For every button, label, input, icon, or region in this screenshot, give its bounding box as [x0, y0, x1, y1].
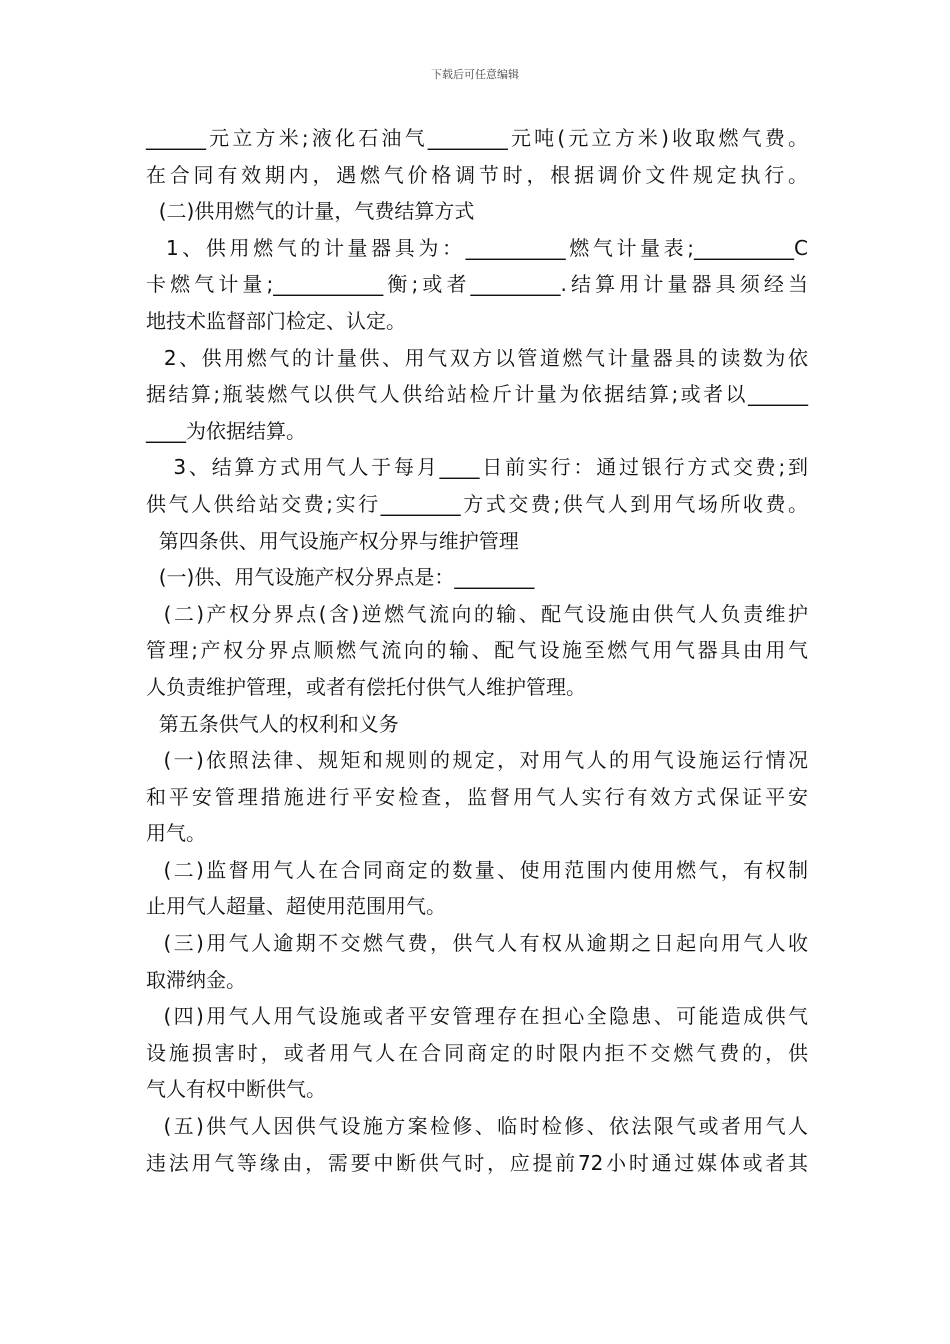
- text-line-16: 人负责维护管理，或者有偿托付供气人维护管理。: [146, 674, 586, 699]
- text-line-25: (四)用气人用气设施或者平安管理存在担心全隐患、可能造成供气: [146, 1004, 808, 1029]
- text-line-4: 1、供用燃气的计量器具为：__________燃气计量表;__________C: [146, 235, 808, 260]
- document-body: [146, 120, 808, 1181]
- text-line-8: 据结算;瓶装燃气以供气人供给站检斤计量为依据结算;或者以______: [146, 382, 808, 407]
- text-line-10: 3、结算方式用气人于每月____日前实行：通过银行方式交费;到: [146, 455, 808, 480]
- text-line-22: 止用气人超量、超使用范围用气。: [146, 894, 446, 919]
- page-header: 下载后可任意编辑: [431, 68, 519, 81]
- section-heading-metering: (二)供用燃气的计量，气费结算方式: [146, 199, 475, 224]
- text-line-18: (一)依照法律、规矩和规则的规定，对用气人的用气设施运行情况: [146, 748, 808, 773]
- text-line-20: 用气。: [146, 821, 206, 846]
- text-line-9: ____为依据结算。: [146, 418, 306, 443]
- article-5-heading: 第五条供气人的权利和义务: [146, 711, 399, 736]
- text-line-14: (二)产权分界点(含)逆燃气流向的输、配气设施由供气人负责维护: [146, 601, 808, 626]
- text-line-28: (五)供气人因供气设施方案检修、临时检修、依法限气或者用气人: [146, 1114, 808, 1139]
- text-line-1: ______元立方米;液化石油气________元吨(元立方米)收取燃气费。: [146, 126, 808, 150]
- text-line-23: (三)用气人逾期不交燃气费，供气人有权从逾期之日起向用气人收: [146, 931, 808, 956]
- text-line-27: 气人有权中断供气。: [146, 1077, 326, 1102]
- text-line-6: 地技术监督部门检定、认定。: [146, 308, 406, 333]
- text-line-7: 2、供用燃气的计量供、用气双方以管道燃气计量器具的读数为依: [146, 345, 808, 370]
- text-line-19: 和平安管理措施进行平安检查，监督用气人实行有效方式保证平安: [146, 784, 808, 809]
- text-line-29: 违法用气等缘由，需要中断供气时，应提前72小时通过媒体或者其: [146, 1150, 808, 1175]
- text-line-21: (二)监督用气人在合同商定的数量、使用范围内使用燃气，有权制: [146, 857, 808, 882]
- text-line-13: (一)供、用气设施产权分界点是：________: [146, 565, 535, 590]
- article-4-heading: 第四条供、用气设施产权分界与维护管理: [146, 528, 519, 553]
- text-line-11: 供气人供给站交费;实行________方式交费;供气人到用气场所收费。: [146, 491, 808, 516]
- text-line-24: 取滞纳金。: [146, 967, 246, 992]
- text-line-15: 管理;产权分界点顺燃气流向的输、配气设施至燃气用气器具由用气: [146, 638, 808, 663]
- text-line-26: 设施损害时，或者用气人在合同商定的时限内拒不交燃气费的，供: [146, 1040, 808, 1065]
- text-line-5: 卡燃气计量;___________衡;或者_________.结算用计量器具须经当: [146, 272, 808, 297]
- text-line-2: 在合同有效期内，遇燃气价格调节时，根据调价文件规定执行。: [146, 162, 808, 187]
